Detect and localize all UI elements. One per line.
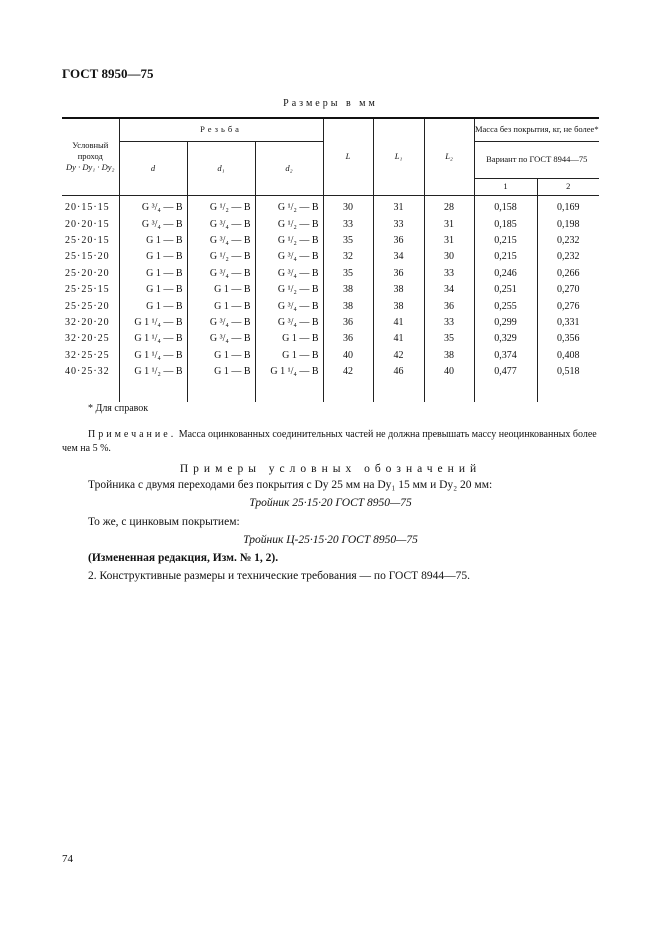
- table-row: [62, 265, 599, 281]
- table-cell: 35: [323, 265, 373, 281]
- designation-1: Тройник 25·15·20 ГОСТ 8950—75: [249, 497, 412, 509]
- table-cell: 36: [323, 331, 373, 347]
- table-cell: G ³/₄ — B: [187, 216, 255, 232]
- table-row: [62, 195, 599, 216]
- table-row: [62, 347, 599, 363]
- table-cell: 40·25·32: [62, 363, 119, 379]
- table-cell: G ¹/₂ — B: [255, 195, 323, 216]
- table-cell: 0,518: [537, 363, 599, 379]
- table-cell: G 1 — B: [119, 298, 187, 314]
- table-cell: 0,232: [537, 249, 599, 265]
- table-cell: 30: [424, 249, 474, 265]
- table-cell: 0,408: [537, 347, 599, 363]
- item-2: 2. Конструктивные размеры и технические требования — по ГОСТ 8944—75.: [88, 570, 470, 582]
- header-d: d: [119, 141, 187, 195]
- table-cell: G 1 — B: [187, 298, 255, 314]
- table-cell: 28: [424, 195, 474, 216]
- table-cell: 32: [323, 249, 373, 265]
- header-L2: L₂: [424, 118, 474, 195]
- table-cell: 32·20·20: [62, 314, 119, 330]
- header-L: L: [323, 118, 373, 195]
- table-cell: 0,299: [474, 314, 537, 330]
- table-cell: 25·20·20: [62, 265, 119, 281]
- table-cell: 31: [424, 232, 474, 248]
- table-cell: [424, 380, 474, 402]
- table-cell: G 1 — B: [119, 265, 187, 281]
- header-mass: Масса без покрытия, кг, не более*: [474, 118, 599, 141]
- table-row: [62, 281, 599, 297]
- table-cell: G 1 — B: [119, 249, 187, 265]
- table-cell: 0,215: [474, 249, 537, 265]
- table-cell: 38: [373, 298, 424, 314]
- table-cell: G ³/₄ — B: [187, 331, 255, 347]
- table-cell: G 1 ¹/₄ — B: [119, 347, 187, 363]
- footnote: * Для справок: [88, 403, 149, 414]
- table-cell: G 1 — B: [255, 347, 323, 363]
- examples-title: Примеры условных обозначений: [179, 463, 482, 475]
- header-d1: d₁: [187, 141, 255, 195]
- table-cell: G 1 ¹/₄ — B: [119, 314, 187, 330]
- table-cell: 36: [323, 314, 373, 330]
- header-variant-2: 2: [537, 178, 599, 195]
- table-cell: 34: [424, 281, 474, 297]
- table-row: [62, 331, 599, 347]
- table-cell: 31: [373, 195, 424, 216]
- table-cell: 33: [373, 216, 424, 232]
- table-cell: [187, 380, 255, 402]
- table-cell: G ³/₄ — B: [255, 298, 323, 314]
- document-title: ГОСТ 8950—75: [62, 66, 154, 81]
- table-cell: 36: [373, 265, 424, 281]
- table-cell: [537, 380, 599, 402]
- table-cell: 41: [373, 331, 424, 347]
- table-cell: 42: [323, 363, 373, 379]
- header-d2: d₂: [255, 141, 323, 195]
- table-cell: G ³/₄ — B: [119, 216, 187, 232]
- table-cell: 25·25·15: [62, 281, 119, 297]
- table-cell: G 1 — B: [255, 331, 323, 347]
- table-cell: 38: [373, 281, 424, 297]
- table-cell: 32·20·25: [62, 331, 119, 347]
- table-cell: 36: [373, 232, 424, 248]
- table-cell: 25·15·20: [62, 249, 119, 265]
- table-cell: 0,255: [474, 298, 537, 314]
- table-cell: G ³/₄ — B: [187, 232, 255, 248]
- table-cell: 33: [323, 216, 373, 232]
- table-cell: G ³/₄ — B: [255, 249, 323, 265]
- table-cell: 40: [323, 347, 373, 363]
- table-cell: 0,198: [537, 216, 599, 232]
- example-line-1: Тройника с двумя переходами без покрытия с Dу 25 мм на Dу₁ 15 мм и Dу₂ 20 мм:: [88, 479, 493, 491]
- table-cell: 0,215: [474, 232, 537, 248]
- page-number: 74: [62, 853, 73, 865]
- table-cell: 34: [373, 249, 424, 265]
- table-cell: G ³/₄ — B: [187, 265, 255, 281]
- table-cell: 0,169: [537, 195, 599, 216]
- table-cell: 0,246: [474, 265, 537, 281]
- table-cell: 0,185: [474, 216, 537, 232]
- table-cell: G 1 — B: [187, 347, 255, 363]
- table-cell: 25·20·15: [62, 232, 119, 248]
- table-cell: 0,251: [474, 281, 537, 297]
- table-row: [62, 216, 599, 232]
- table-cell: [62, 380, 119, 402]
- table-cell: G ¹/₂ — B: [187, 195, 255, 216]
- table-cell: 0,276: [537, 298, 599, 314]
- table-cell: G ¹/₂ — B: [255, 216, 323, 232]
- table-cell: 0,329: [474, 331, 537, 347]
- table-cell: 0,270: [537, 281, 599, 297]
- table-cell: G 1 — B: [187, 363, 255, 379]
- designation-2: Тройник Ц-25·15·20 ГОСТ 8950—75: [243, 534, 418, 546]
- table-cell: 20·20·15: [62, 216, 119, 232]
- table-cell: G 1 — B: [187, 281, 255, 297]
- table-cell: [373, 380, 424, 402]
- table-cell: G ³/₄ — B: [255, 314, 323, 330]
- revision-note: (Измененная редакция, Изм. № 1, 2).: [88, 552, 279, 564]
- table-cell: 35: [323, 232, 373, 248]
- table-cell: 42: [373, 347, 424, 363]
- table-cell: 32·25·25: [62, 347, 119, 363]
- table-cell: G 1 ¹/₂ — B: [119, 363, 187, 379]
- table-cell: 35: [424, 331, 474, 347]
- table-cell: [323, 380, 373, 402]
- dimensions-table: [62, 117, 599, 402]
- note-text: Масса оцинкованных соединительных частей не должна превышать массу неоцинкованных более чем на 5 %.: [62, 429, 597, 454]
- table-cell: 0,232: [537, 232, 599, 248]
- table-row: [62, 249, 599, 265]
- table-cell: 0,477: [474, 363, 537, 379]
- header-L1: L₁: [373, 118, 424, 195]
- table-cell: [474, 380, 537, 402]
- table-cell: 31: [424, 216, 474, 232]
- table-row-empty: [62, 380, 599, 402]
- table-cell: 36: [424, 298, 474, 314]
- note-label: Примечание.: [88, 429, 177, 440]
- header-variant-1: 1: [474, 178, 537, 195]
- table-cell: G 1 ¹/₄ — B: [255, 363, 323, 379]
- example-line-2: То же, с цинковым покрытием:: [88, 516, 240, 528]
- table-cell: 0,158: [474, 195, 537, 216]
- note: [62, 428, 602, 456]
- table-cell: 40: [424, 363, 474, 379]
- table-cell: 33: [424, 265, 474, 281]
- table-cell: [119, 380, 187, 402]
- header-conditional: Условный проход Dу · Dу₁ · Dу₂: [62, 118, 119, 195]
- table-cell: 0,374: [474, 347, 537, 363]
- table-cell: 0,331: [537, 314, 599, 330]
- table-cell: G ³/₄ — B: [119, 195, 187, 216]
- header-thread: Резьба: [119, 118, 323, 141]
- table-cell: G ³/₄ — B: [187, 314, 255, 330]
- table-cell: 41: [373, 314, 424, 330]
- table-cell: 33: [424, 314, 474, 330]
- table-cell: G 1 ¹/₄ — B: [119, 331, 187, 347]
- table-cell: 25·25·20: [62, 298, 119, 314]
- table-row: [62, 363, 599, 379]
- table-cell: 46: [373, 363, 424, 379]
- table-cell: [255, 380, 323, 402]
- table-cell: G ¹/₂ — B: [255, 281, 323, 297]
- table-cell: G 1 — B: [119, 232, 187, 248]
- table-cell: G ¹/₂ — B: [187, 249, 255, 265]
- table-cell: 30: [323, 195, 373, 216]
- units-caption: Размеры в мм: [283, 98, 378, 109]
- table-cell: 38: [323, 298, 373, 314]
- table-cell: G 1 — B: [119, 281, 187, 297]
- table-cell: 20·15·15: [62, 195, 119, 216]
- table-cell: G ¹/₂ — B: [255, 232, 323, 248]
- table-cell: 0,266: [537, 265, 599, 281]
- table-cell: 38: [323, 281, 373, 297]
- table-row: [62, 314, 599, 330]
- table-cell: 38: [424, 347, 474, 363]
- table-cell: G ³/₄ — B: [255, 265, 323, 281]
- table-cell: 0,356: [537, 331, 599, 347]
- header-variant: Вариант по ГОСТ 8944—75: [474, 141, 599, 178]
- table-row: [62, 298, 599, 314]
- table-row: [62, 232, 599, 248]
